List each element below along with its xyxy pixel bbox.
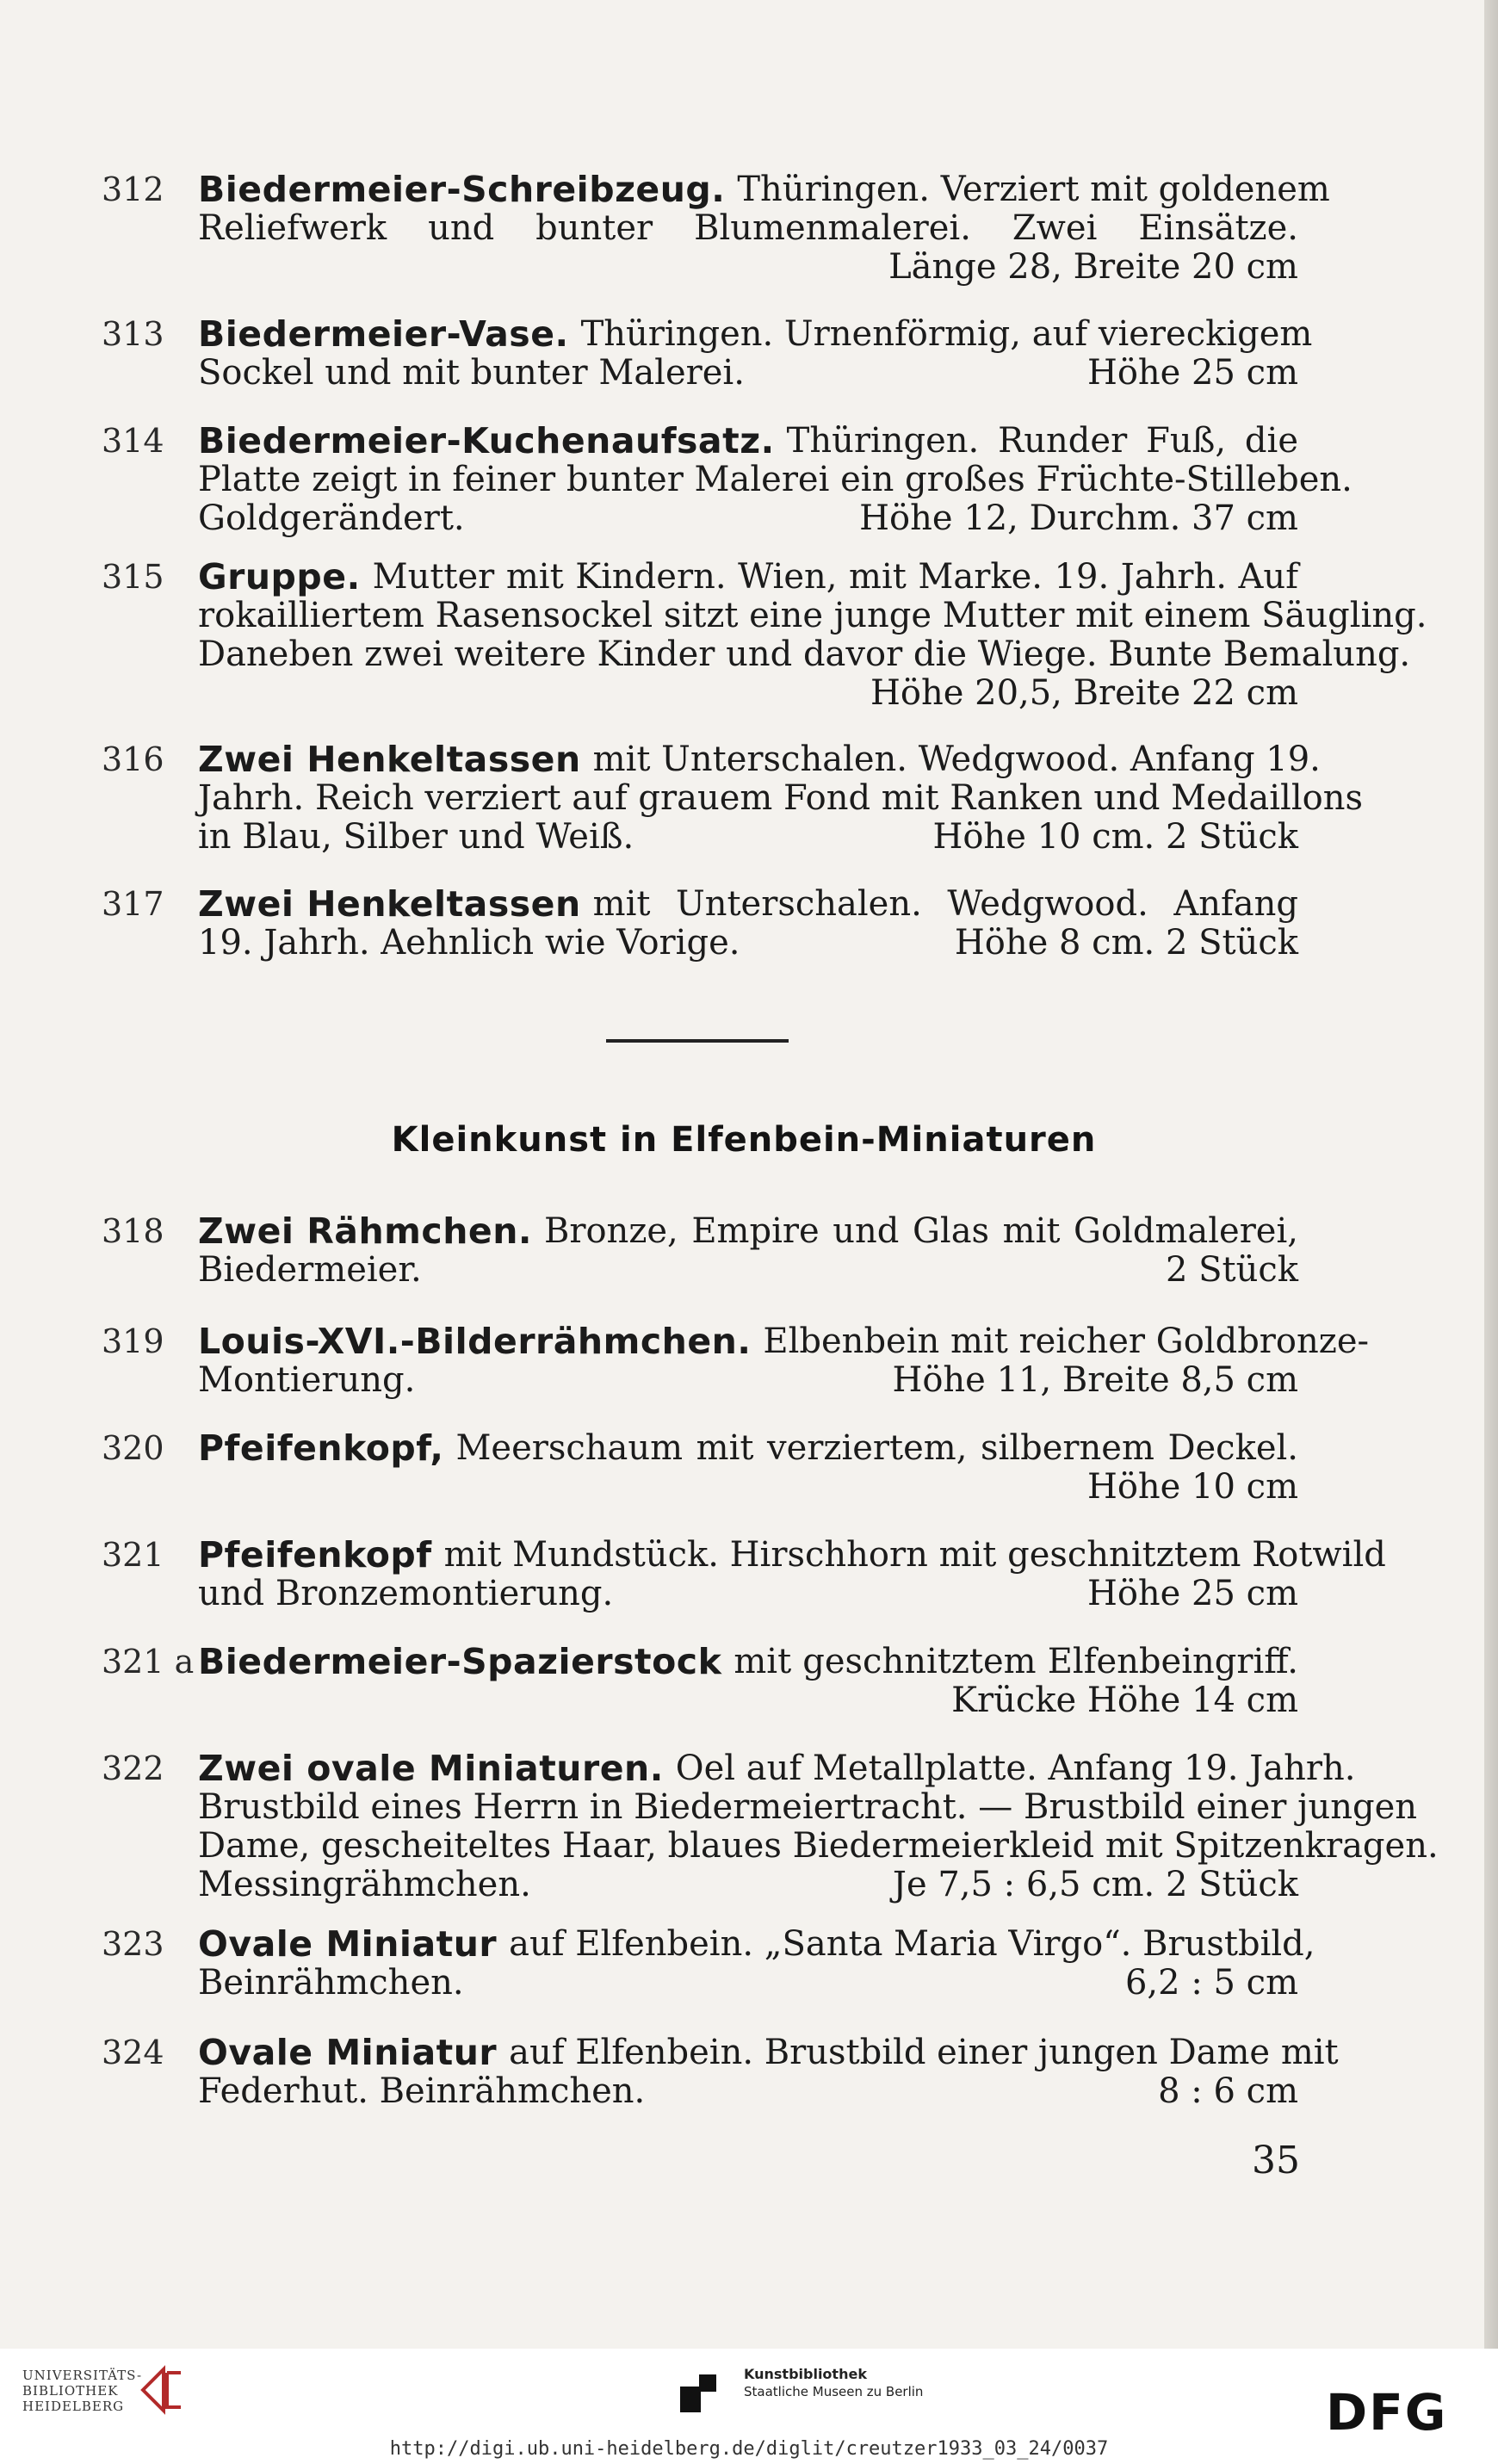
entry-number: 324 [102,2034,164,2071]
entry-title: Zwei Henkeltassen [198,883,581,925]
source-url[interactable]: http://digi.ub.uni-heidelberg.de/diglit/creutzer1933_03_24/0037 [389,2438,1109,2460]
entry-text: rokailliertem Rasensockel sitzt eine junge Mutter mit einem Säugling. [198,596,1427,635]
entry-text: Meerschaum mit verziertem, silbernem Deckel. [455,1428,1298,1468]
entry-text: Messingrähmchen. [198,1865,531,1904]
entry-body [198,556,1427,713]
entry-measurement: Höhe 25 cm [1086,353,1298,393]
entry-body [198,1212,1298,1290]
university-logo-icon [138,2364,186,2416]
entry-text: Goldgerändert. [198,498,465,538]
entry-title: Ovale Miniatur [198,1923,498,1965]
entry-measure-line [198,818,1298,857]
entry-measure-line [198,248,1298,287]
entry-measurement: Höhe 10 cm. 2 Stück [932,817,1298,857]
entry-title: Biedermeier-Kuchenaufsatz. [198,420,775,461]
entry-title: Biedermeier-Schreibzeug. [198,169,726,210]
entry-text: auf Elfenbein. „Santa Maria Virgo“. Brustbild, [509,1924,1315,1964]
page-number: 35 [1252,2139,1300,2182]
entry-title: Biedermeier-Spazierstock [198,1641,722,1682]
entry-body [198,1321,1370,1400]
entry-number: 319 [102,1322,164,1360]
entry-number: 315 [102,558,164,596]
entry-line [198,1923,1315,1965]
entry-measure-line [198,674,1298,713]
entry-measurement: Krücke Höhe 14 cm [951,1681,1298,1720]
entry-measure-line [198,2072,1298,2111]
entry-text: Thüringen. Runder Fuß, die [786,421,1298,461]
entry-line [198,1643,1298,1681]
entry-measurement: Höhe 8 cm. 2 Stück [954,923,1298,963]
entry-body [198,1748,1439,1904]
entry-measurement: 2 Stück [1165,1250,1298,1290]
entry-text: Platte zeigt in feiner bunter Malerei ein großes Früchte-Stilleben. [198,460,1353,499]
entry-line [198,596,1427,635]
footer [0,2349,1498,2464]
section-divider [606,1039,789,1043]
entry-line [198,1534,1386,1576]
entry-text: Oel auf Metallplatte. Anfang 19. Jahrh. [675,1749,1356,1788]
entry-text: Dame, gescheiteltes Haar, blaues Biedermeierkleid mit Spitzenkragen. [198,1826,1439,1866]
entry-text: Sockel und mit bunter Malerei. [198,353,745,393]
entry-measure-line [198,1468,1298,1507]
entry-title: Pfeifenkopf, [198,1427,444,1469]
entry-measure-line [198,1251,1298,1290]
university-library-label: UNIVERSITÄTS- BIBLIOTHEK HEIDELBERG [22,2368,143,2414]
entry-title: Pfeifenkopf [198,1534,432,1576]
entry-number: 314 [102,422,164,460]
entry-measure-line [198,1361,1298,1400]
entry-body [198,313,1313,393]
entry-number: 320 [102,1429,164,1467]
entry-measure-line [198,1964,1298,2003]
entry-body [198,1429,1298,1507]
entry-body [198,739,1363,857]
entry-line [198,169,1330,210]
entry-text: und Bronzemontierung. [198,1574,614,1613]
entry-number: 321 a [102,1643,195,1681]
entry-measure-line [198,499,1298,538]
entry-text: mit Unterschalen. Wedgwood. Anfang 19. [592,740,1321,779]
entry-text: Elbenbein mit reicher Goldbronze- [763,1322,1370,1361]
entry-body [198,885,1298,963]
entry-title: Biedermeier-Vase. [198,313,569,355]
entry-text: mit geschnitztem Elfenbeingriff. [734,1642,1298,1681]
kunstbibliothek-label: Kunstbibliothek Staatliche Museen zu Berlin [744,2366,924,2399]
entry-body [198,2032,1339,2111]
entry-body [198,420,1353,538]
entry-body [198,1643,1298,1720]
entry-text: Bronze, Empire und Glas mit Goldmalerei, [543,1211,1298,1251]
entry-number: 316 [102,740,164,778]
entry-line [198,422,1298,461]
entry-text: Federhut. Beinrähmchen. [198,2071,646,2111]
entry-text: Beinrähmchen. [198,1963,464,2003]
entry-text: Montierung. [198,1360,416,1400]
entry-title: Zwei Rähmchen. [198,1210,532,1252]
entry-line [198,460,1353,499]
entry-body [198,1534,1386,1613]
entry-text: auf Elfenbein. Brustbild einer jungen Dame mit [509,2033,1339,2072]
entry-number: 313 [102,315,164,353]
entry-title: Louis-XVI.-Bilderrähmchen. [198,1321,752,1362]
entry-title: Ovale Miniatur [198,2032,498,2073]
entry-title: Zwei ovale Miniaturen. [198,1748,664,1789]
entry-line [198,1826,1439,1866]
entry-measure-line [198,1681,1298,1720]
entry-line [198,1212,1298,1251]
entry-text: mit Mundstück. Hirschhorn mit geschnitztem Rotwild [443,1535,1386,1575]
entry-line [198,1321,1370,1362]
page-edge [1484,0,1498,2349]
entry-number: 323 [102,1925,164,1963]
entry-text: Mutter mit Kindern. Wien, mit Marke. 19. Jahrh. Auf [372,557,1298,597]
entry-line [198,1429,1298,1468]
entry-measurement: Je 7,5 : 6,5 cm. 2 Stück [892,1865,1298,1904]
entry-measurement: 8 : 6 cm [1158,2071,1298,2111]
entry-number: 321 [102,1536,164,1574]
entry-text: in Blau, Silber und Weiß. [198,817,634,857]
section-heading: Kleinkunst in Elfenbein-Miniaturen [391,1120,1097,1160]
entry-number: 318 [102,1212,164,1250]
entry-number: 317 [102,885,164,923]
entry-line [198,2032,1339,2073]
entry-measurement: Höhe 25 cm [1086,1574,1298,1613]
entry-title: Zwei Henkeltassen [198,739,581,780]
entry-line [198,209,1298,248]
entry-line [198,558,1298,597]
entry-line [198,885,1298,924]
entry-measure-line [198,924,1298,963]
entry-text: Thüringen. Urnenförmig, auf viereckigem [580,314,1313,354]
entry-text: 19. Jahrh. Aehnlich wie Vorige. [198,923,740,963]
entry-line [198,1748,1356,1789]
entry-text: Reliefwerk und bunter Blumenmalerei. Zwei Einsätze. [198,208,1298,248]
entry-text: Brustbild eines Herrn in Biedermeiertracht. — Brustbild einer jungen [198,1787,1418,1827]
entry-body [198,1923,1315,2003]
dfg-logo: DFG [1326,2383,1448,2442]
entry-title: Gruppe. [198,556,361,597]
kunstbibliothek-logo-icon [680,2374,718,2416]
entry-measure-line [198,1866,1298,1904]
entry-measure-line [198,1575,1298,1613]
entry-measurement: Höhe 11, Breite 8,5 cm [892,1360,1298,1400]
entry-line [198,1787,1418,1827]
entry-line [198,778,1363,818]
entry-body [198,169,1330,287]
entry-line [198,635,1411,674]
entry-measurement: Länge 28, Breite 20 cm [888,247,1298,287]
entry-measurement: 6,2 : 5 cm [1124,1963,1298,2003]
entry-measurement: Höhe 10 cm [1086,1467,1298,1507]
entry-number: 322 [102,1749,164,1787]
entry-number: 312 [102,170,164,208]
entry-text: mit Unterschalen. Wedgwood. Anfang [592,884,1298,924]
entry-text: Biedermeier. [198,1250,422,1290]
entry-text: Thüringen. Verziert mit goldenem [737,170,1330,209]
entry-measurement: Höhe 12, Durchm. 37 cm [859,498,1298,538]
entry-measurement: Höhe 20,5, Breite 22 cm [870,673,1298,713]
entry-text: Daneben zwei weitere Kinder und davor die Wiege. Bunte Bemalung. [198,635,1411,674]
entry-text: Jahrh. Reich verziert auf grauem Fond mit Ranken und Medaillons [198,778,1363,818]
entry-line [198,739,1321,780]
entry-measure-line [198,354,1298,393]
entry-line [198,313,1313,355]
